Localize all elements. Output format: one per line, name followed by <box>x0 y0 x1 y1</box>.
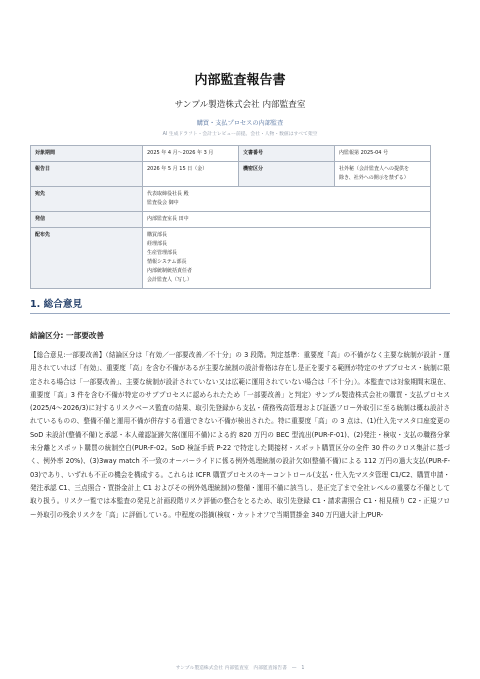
section-divider <box>30 313 450 314</box>
table-row <box>31 212 431 228</box>
confidentiality-line: 除き、社外への開示を禁ずる） <box>339 175 409 181</box>
addressee-line: 代表取締役社長 殿 <box>147 191 189 197</box>
doc-number-label: 文書番号 <box>239 146 335 162</box>
period-label: 対象期間 <box>31 146 143 162</box>
confidentiality-label: 機密区分 <box>239 162 335 187</box>
distribution-item: 会計監査人（写し） <box>147 277 193 283</box>
table-row <box>31 146 431 162</box>
report-title: 内部監査報告書 <box>194 73 286 88</box>
distribution-item: 購買部長 <box>147 232 168 238</box>
doc-number-value: 内監報第 2025-04 号 <box>335 146 431 162</box>
report-subtitle: サンプル製造株式会社 内部監査室 <box>174 100 306 110</box>
distribution-item: 経理部長 <box>147 241 168 247</box>
distribution-label: 配布先 <box>31 228 143 289</box>
confidentiality-value <box>335 162 431 187</box>
table-row <box>31 162 431 187</box>
report-metadata-table <box>30 145 431 289</box>
addressee-line: 監査役会 御中 <box>147 200 179 206</box>
overall-opinion-paragraph: 【総合意見:一部要改善】（結論区分は「有効／一部要改善／不十分」の 3 段階。判定基準：重要度「高」の不備がなく主要な統制が設計・運用されていれば「有効」、重要度「高」を含む不備があるが主要な統制の設計骨格は存在し是正を要する範囲が特定のサブプロセス・統制に限定される場合は「一部要改善」、主要な統制が設計されていない又は広範に運用されていない場合は「不十分」）。本監査では対象期間末現在、重要度「高」3 件を含む不備が特定のサブプロセスに認められたため「一部要改善」と判定）サンプル製造株式会社の購買・支払プロセス(2025/4〜2026/3)に対するリスクベース監査の結果、取引先登録から支払・債務残高管理および証憑フロー外取引に至る統制は概ね設計されているものの、整備不備と運用不備が併存する看過できない不備が検出された。特に重要度「高」の 3 点は、(1)仕入先マスタ口座変更の SoD 未設計(整備不備)と承認・本人確認証跡欠落(運用不備)による約 820 万円の BEC 型流出(PUR-F-01)、(2)発注・検収・支払の職務分掌未分離とスポット購買の統制空白(PUR-F-02。SoD 検証手続 P-22 で特定した間接材・スポット購買区分の全件 30 件のクロス集計に基づく、例外率 20%)、(3)3way match 不一致のオーバーライドに係る例外処理統制の設計欠如(整備不備)による 112 万円の過大支払(PUR-F-03)であり、いずれも不正の機会を構成する。これらは ICFR 購買プロセスのキーコントロール(支払・仕入先マスタ管理 C1/C2、購買申請・発注承認 C1、三点照合・買掛金計上 C1 およびその例外処理統制)の整備・運用不備に該当し、是正完了まで全社レベルの重要な不備として取り扱う。リスク一覧では本監査の発見と計画段階リスク評価の整合をとるため、取引先登録 C1・請求書照合 C1・相見積り C2・正規フロー外取引の残余リスクを「高」に評価している。中程度の指摘(検収・カットオフで当期買掛金 340 万円過大計上/PUR- <box>30 351 450 519</box>
report-date-value: 2026 年 5 月 15 日（金） <box>143 162 239 187</box>
audit-scope: 購買・支払プロセスの内部監査 <box>196 120 284 127</box>
conclusion-subheading: 結論区分: 一部要改善 <box>30 331 105 340</box>
distribution-item: 情報システム部長 <box>147 259 187 265</box>
addressee-value <box>143 187 431 212</box>
table-row <box>31 187 431 212</box>
addressee-label: 宛先 <box>31 187 143 212</box>
distribution-item: 内部統制統括責任者 <box>147 268 193 274</box>
section-heading: 1. 総合意見 <box>30 299 83 310</box>
sender-label: 発信 <box>31 212 143 228</box>
confidentiality-line: 社外秘（会計監査人への提供を <box>339 166 410 172</box>
draft-disclaimer: AI 生成ドラフト・会計士レビュー前提。会社・人物・数値はすべて架空 <box>162 132 318 137</box>
page-footer: サンプル製造株式会社 内部監査室 内部監査報告書 — 1 <box>175 666 305 671</box>
sender-value: 内部監査室長 田中 <box>143 212 431 228</box>
distribution-value <box>143 228 431 289</box>
report-date-label: 報告日 <box>31 162 143 187</box>
distribution-item: 生産管理部長 <box>147 250 178 256</box>
period-value: 2025 年 4 月〜2026 年 3 月 <box>143 146 239 162</box>
table-row <box>31 228 431 289</box>
